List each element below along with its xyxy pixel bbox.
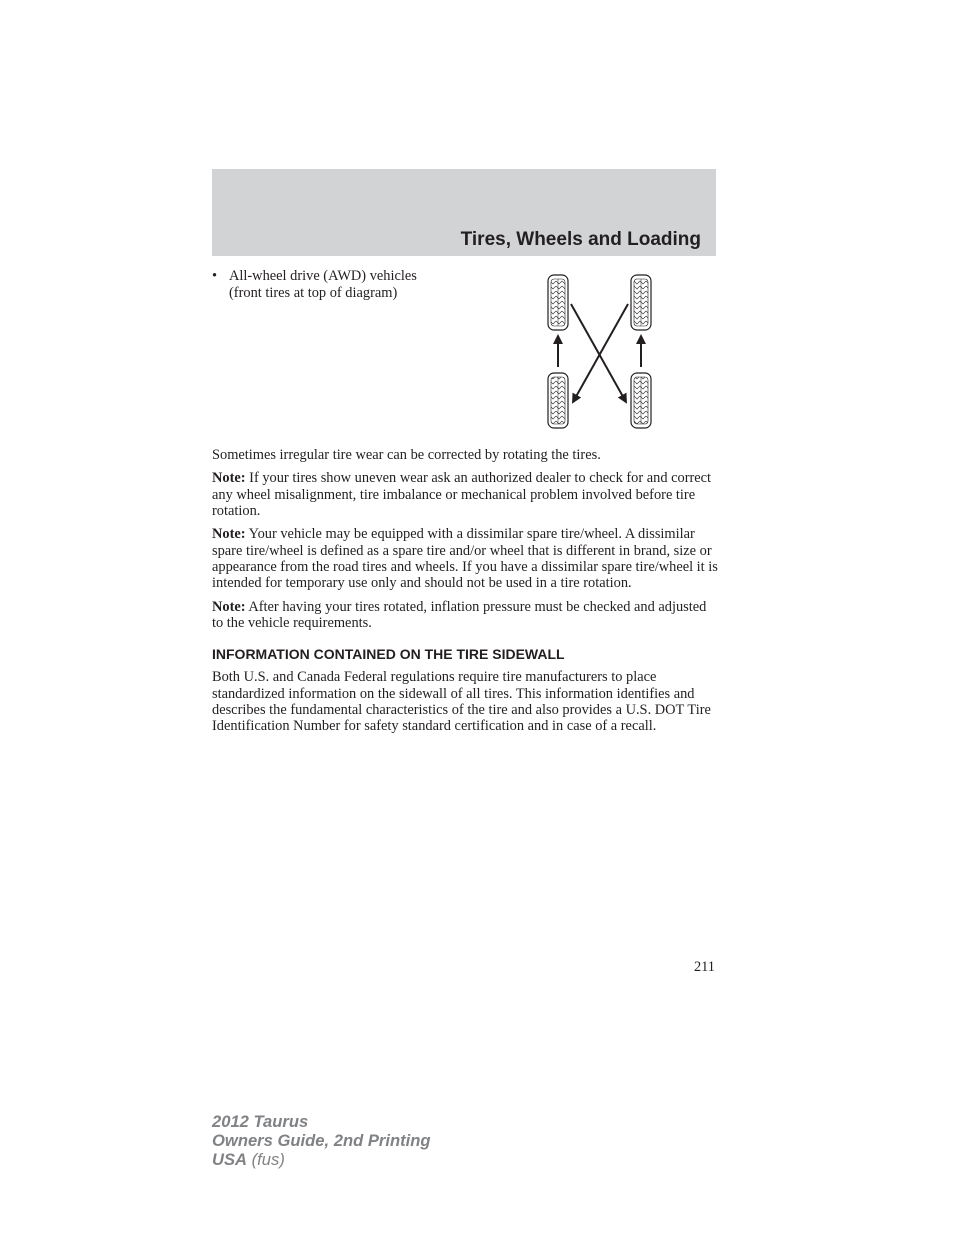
note-paragraph-3 <box>212 599 720 632</box>
footer-region: USA <box>212 1150 248 1169</box>
main-content <box>212 447 720 742</box>
note-text: After having your tires rotated, inflation pressure must be checked and adjusted to the vehicle requirements. <box>212 598 707 632</box>
page-number: 211 <box>693 959 715 975</box>
bullet-line-2: (front tires at top of diagram) <box>229 284 398 301</box>
arrow-front-right-to-rear-left <box>573 304 628 402</box>
note-text: Your vehicle may be equipped with a dissimilar spare tire/wheel. A dissimilar spare tire/wheel is defined as a spare tire and/or wheel that is different in brand, size or appearance from the road tires and wheels. If you have a dissimilar spare tire/wheel it is intended for temporary use only and should not be used in a tire rotation. <box>212 526 718 592</box>
note-text: If your tires show uneven wear ask an authorized dealer to check for and correct any wheel misalignment, tire imbalance or mechanical problem involved before tire rotation. <box>212 470 712 520</box>
footer-line-2: Owners Guide, 2nd Printing <box>212 1131 431 1150</box>
document-footer <box>212 1112 431 1169</box>
section-header-band <box>212 169 716 256</box>
footer-code: (fus) <box>247 1150 285 1169</box>
bullet-marker: • <box>212 268 218 284</box>
footer-line-3 <box>212 1150 431 1169</box>
note-label: Note: <box>212 598 246 615</box>
bullet-line-1: All-wheel drive (AWD) vehicles <box>229 268 417 284</box>
section-heading: INFORMATION CONTAINED ON THE TIRE SIDEWALL <box>212 646 565 663</box>
note-label: Note: <box>212 470 246 487</box>
bullet-text <box>229 268 417 301</box>
tire-rear-right <box>631 373 651 428</box>
section-body-paragraph: Both U.S. and Canada Federal regulations require tire manufacturers to place standardized information on the sidewall of all tires. This information identifies and describes the fundamental characteristics of the tire and also provides a U.S. DOT Tire Identification Number for safety standard certification and in case of a recall. <box>212 669 711 735</box>
section-title: Tires, Wheels and Loading <box>460 229 701 250</box>
tire-front-left <box>548 275 568 330</box>
tire-front-right <box>631 275 651 330</box>
tire-rear-left <box>548 373 568 428</box>
note-paragraph-1 <box>212 470 720 519</box>
tire-rotation-diagram <box>538 270 662 432</box>
note-label: Note: <box>212 526 246 543</box>
bullet-item-awd <box>212 268 472 301</box>
intro-paragraph: Sometimes irregular tire wear can be corrected by rotating the tires. <box>212 447 601 463</box>
arrow-front-left-to-rear-right <box>571 304 626 402</box>
footer-line-1: 2012 Taurus <box>212 1112 309 1131</box>
note-paragraph-2 <box>212 526 720 591</box>
